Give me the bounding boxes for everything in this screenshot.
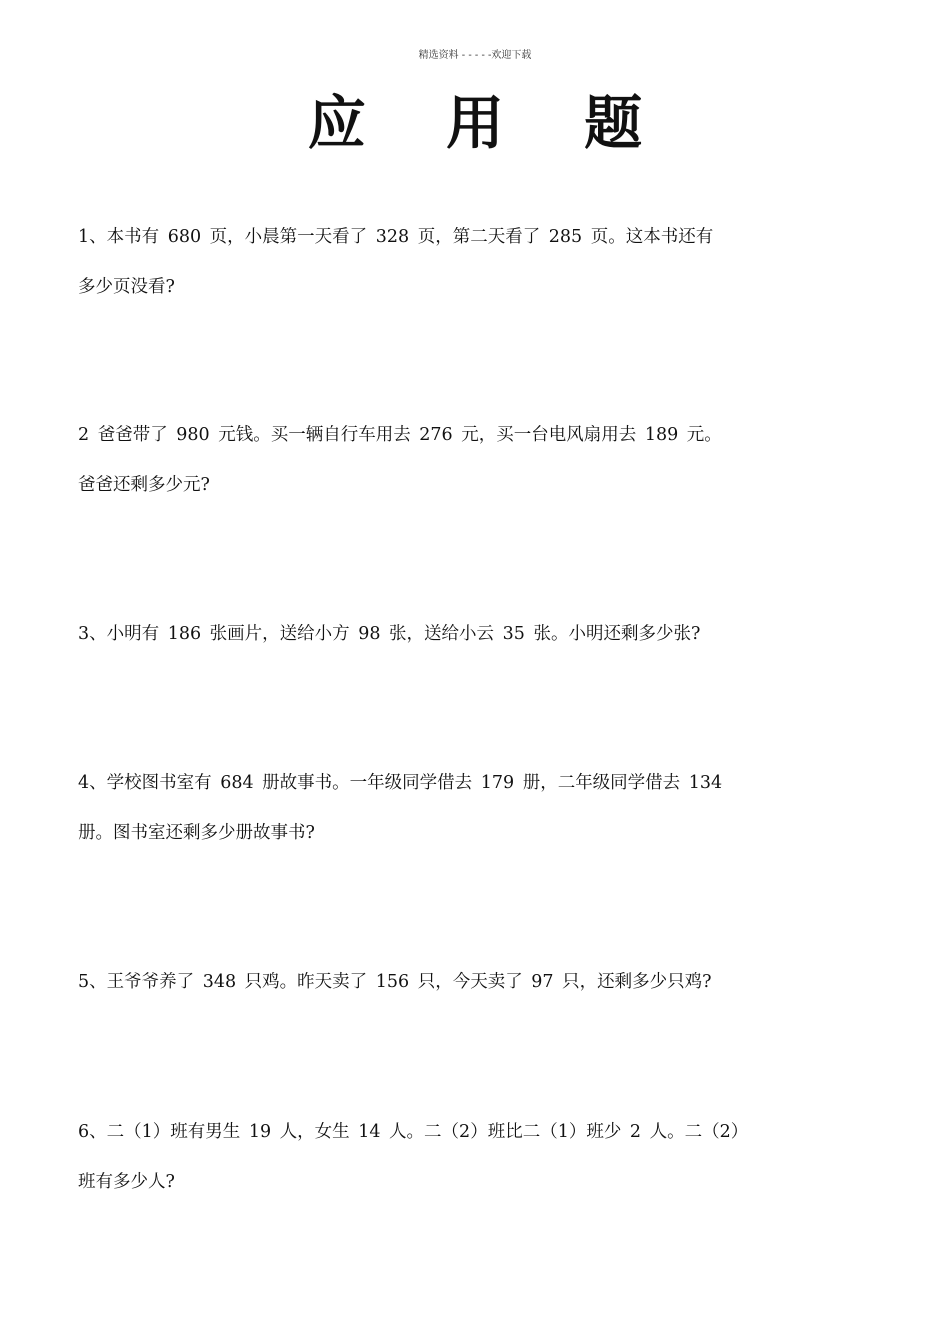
question-line: 多少页没看? <box>78 277 175 297</box>
question-1 <box>78 212 878 312</box>
question-2 <box>78 410 878 510</box>
question-line: 1、本书有 680 页，小晨第一天看了 328 页，第二天看了 285 页。这本书还有 <box>78 227 714 247</box>
question-4 <box>78 758 878 858</box>
question-6 <box>78 1107 878 1207</box>
question-line: 册。图书室还剩多少册故事书? <box>78 823 315 843</box>
question-line: 爸爸还剩多少元? <box>78 475 210 495</box>
question-line: 班有多少人? <box>78 1172 175 1192</box>
question-5 <box>78 957 878 1007</box>
header-note: 精选资料 - - - - -欢迎下载 <box>418 50 532 61</box>
question-line: 6、二（1）班有男生 19 人，女生 14 人。二（2）班比二（1）班少 2 人。二（2） <box>78 1122 749 1142</box>
question-line: 2 爸爸带了 980 元钱。买一辆自行车用去 276 元，买一台电风扇用去 189 元。 <box>78 425 722 445</box>
question-line: 3、小明有 186 张画片，送给小方 98 张，送给小云 35 张。小明还剩多少张? <box>78 624 701 644</box>
question-3 <box>78 609 878 659</box>
page-title: 应 用 题 <box>307 89 673 157</box>
question-line: 4、学校图书室有 684 册故事书。一年级同学借去 179 册，二年级同学借去 134 <box>78 773 723 793</box>
question-line: 5、王爷爷养了 348 只鸡。昨天卖了 156 只，今天卖了 97 只，还剩多少只鸡? <box>78 972 712 992</box>
